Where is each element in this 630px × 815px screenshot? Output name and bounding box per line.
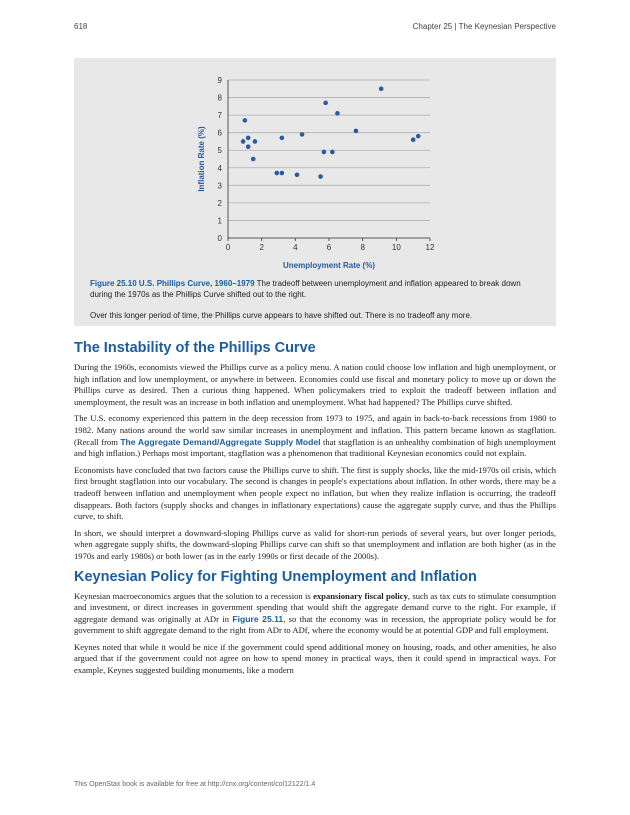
figure-note: Over this longer period of time, the Phillips curve appears to have shifted out. There is no tradeoff any more. bbox=[90, 311, 473, 320]
y-tick-label: 7 bbox=[217, 111, 222, 121]
x-tick-label: 4 bbox=[293, 243, 298, 252]
y-tick-label: 6 bbox=[217, 128, 222, 138]
data-point bbox=[323, 101, 328, 106]
figure-caption-label: Figure 25.10 U.S. Phillips Curve, 1960–1979 bbox=[90, 279, 255, 288]
y-tick-label: 1 bbox=[217, 216, 222, 226]
paragraph-text: , so that the economy was in recession, the appropriate policy would be for government to shift aggregate demand to the right from ADr to ADf, where the economy would be at potential GDP and full employment. bbox=[74, 613, 556, 636]
data-point bbox=[246, 144, 251, 149]
key-term: expansionary fiscal policy bbox=[313, 590, 408, 601]
data-point bbox=[275, 171, 280, 176]
page-footer: This OpenStax book is available for free at http://cnx.org/content/col12122/1.4 bbox=[74, 781, 316, 788]
x-axis-label: Unemployment Rate (%) bbox=[282, 261, 376, 270]
figure-link[interactable]: Figure 25.11 bbox=[232, 613, 284, 624]
x-tick-label: 6 bbox=[326, 243, 332, 252]
x-tick-label: 8 bbox=[360, 243, 365, 252]
chapter-link[interactable]: The Aggregate Demand/Aggregate Supply Model bbox=[120, 436, 321, 447]
x-tick-label: 2 bbox=[259, 243, 264, 252]
y-tick-label: 9 bbox=[217, 76, 222, 85]
figure-caption bbox=[90, 279, 540, 300]
paragraph bbox=[74, 413, 556, 459]
x-tick-label: 10 bbox=[391, 243, 401, 252]
paragraph: Keynes noted that while it would be nice if the government could spend additional money on housing, roads, and other amenities, he also argued that if the government could not agree on how to spend money in practical ways, then it could spend in impractical ways. For example, Keynes suggested building monuments, like a modern bbox=[74, 641, 556, 676]
paragraph-text: Keynesian macroeconomics argues that the solution to a recession is bbox=[74, 590, 314, 601]
data-point bbox=[335, 111, 340, 116]
x-tick-label: 12 bbox=[425, 243, 435, 252]
data-point bbox=[253, 139, 258, 144]
data-point bbox=[295, 173, 300, 178]
data-point bbox=[243, 118, 248, 123]
paragraph bbox=[74, 591, 556, 637]
data-point bbox=[379, 86, 384, 91]
y-tick-label: 8 bbox=[217, 93, 222, 103]
data-point bbox=[354, 129, 359, 134]
data-point bbox=[241, 139, 246, 144]
data-point bbox=[300, 132, 305, 137]
page-number: 618 bbox=[74, 22, 88, 31]
data-point bbox=[251, 157, 256, 162]
paragraph: Economists have concluded that two factors cause the Phillips curve to shift. The first is supply shocks, like the mid-1970s oil crisis, which first brought stagflation into our vocabulary. The second is changes in people's expectations about inflation. In other words, there may be a tradeoff between inflation and unemployment when people expect no inflation, but when they realize inflation is occurring, the tradeoff disappears. Both factors (supply shocks and changes in inflationary expectations) cause the aggregate supply curve, and thus the Phillips curve, to shift. bbox=[74, 464, 556, 522]
data-point bbox=[416, 134, 421, 139]
y-tick-label: 4 bbox=[217, 163, 222, 173]
paragraph-text: that stagflation is an unhealthy combination of high unemployment and high inflation.) Perhaps most important, stagflation was a phenomenon that traditional Keynesian economics could not explain. bbox=[74, 436, 556, 459]
data-point bbox=[280, 136, 285, 141]
section-heading-keynesian-policy: Keynesian Policy for Fighting Unemployment and Inflation bbox=[74, 568, 477, 585]
paragraph: During the 1960s, economists viewed the Phillips curve as a policy menu. A nation could choose low inflation and high unemployment, or high inflation and low unemployment, or anywhere in between. Economies could use fiscal and monetary policy to move up or down the Phillips curve as desired. Then a curious thing happened. When policymakers tried to exploit the tradeoff between inflation and unemployment, the result was an increase in both inflation and unemployment. What had happened? The Phillips curve shifted. bbox=[74, 362, 556, 407]
y-tick-label: 0 bbox=[217, 234, 222, 243]
figure-caption-text: The tradeoff between unemployment and inflation appeared to break down during the 1970s as the Phillips Curve shifted out to the right. bbox=[90, 279, 521, 299]
data-point bbox=[411, 137, 416, 142]
data-point bbox=[330, 150, 335, 155]
x-tick-label: 0 bbox=[225, 243, 231, 252]
y-tick-label: 2 bbox=[217, 198, 222, 208]
y-tick-label: 3 bbox=[217, 181, 222, 191]
data-point bbox=[280, 171, 285, 176]
main-content bbox=[74, 340, 556, 682]
chapter-title: Chapter 25 | The Keynesian Perspective bbox=[412, 22, 556, 31]
paragraph-text: , such as tax cuts to stimulate consumption and investment, or direct increases in government spending that would shift the aggregate demand curve to the right. For example, if aggregate demand was originally at ADr in bbox=[74, 590, 556, 624]
paragraph: In short, we should interpret a downward-sloping Phillips curve as valid for short-run periods of several years, but over longer periods, when aggregate supply shifts, the downward-sloping Phillips curve can shift so that unemployment and inflation are both higher (as in the 1970s and early 1980s) or both lower (as in the early 1990s or first decade of the 2000s). bbox=[74, 527, 556, 561]
data-point bbox=[322, 150, 327, 155]
y-tick-label: 5 bbox=[217, 146, 222, 156]
data-point bbox=[318, 174, 323, 179]
paragraph-text: The U.S. economy experienced this pattern in the deep recession from 1973 to 1975, and again in back-to-back recessions from 1980 to 1982. Many nations around the world saw similar increases in unemployment and inflation. This pattern became known as stagflation. (Recall from bbox=[74, 413, 556, 447]
y-axis-label: Inflation Rate (%) bbox=[197, 126, 206, 192]
data-point bbox=[246, 136, 251, 141]
section-heading-instability: The Instability of the Phillips Curve bbox=[74, 340, 316, 356]
